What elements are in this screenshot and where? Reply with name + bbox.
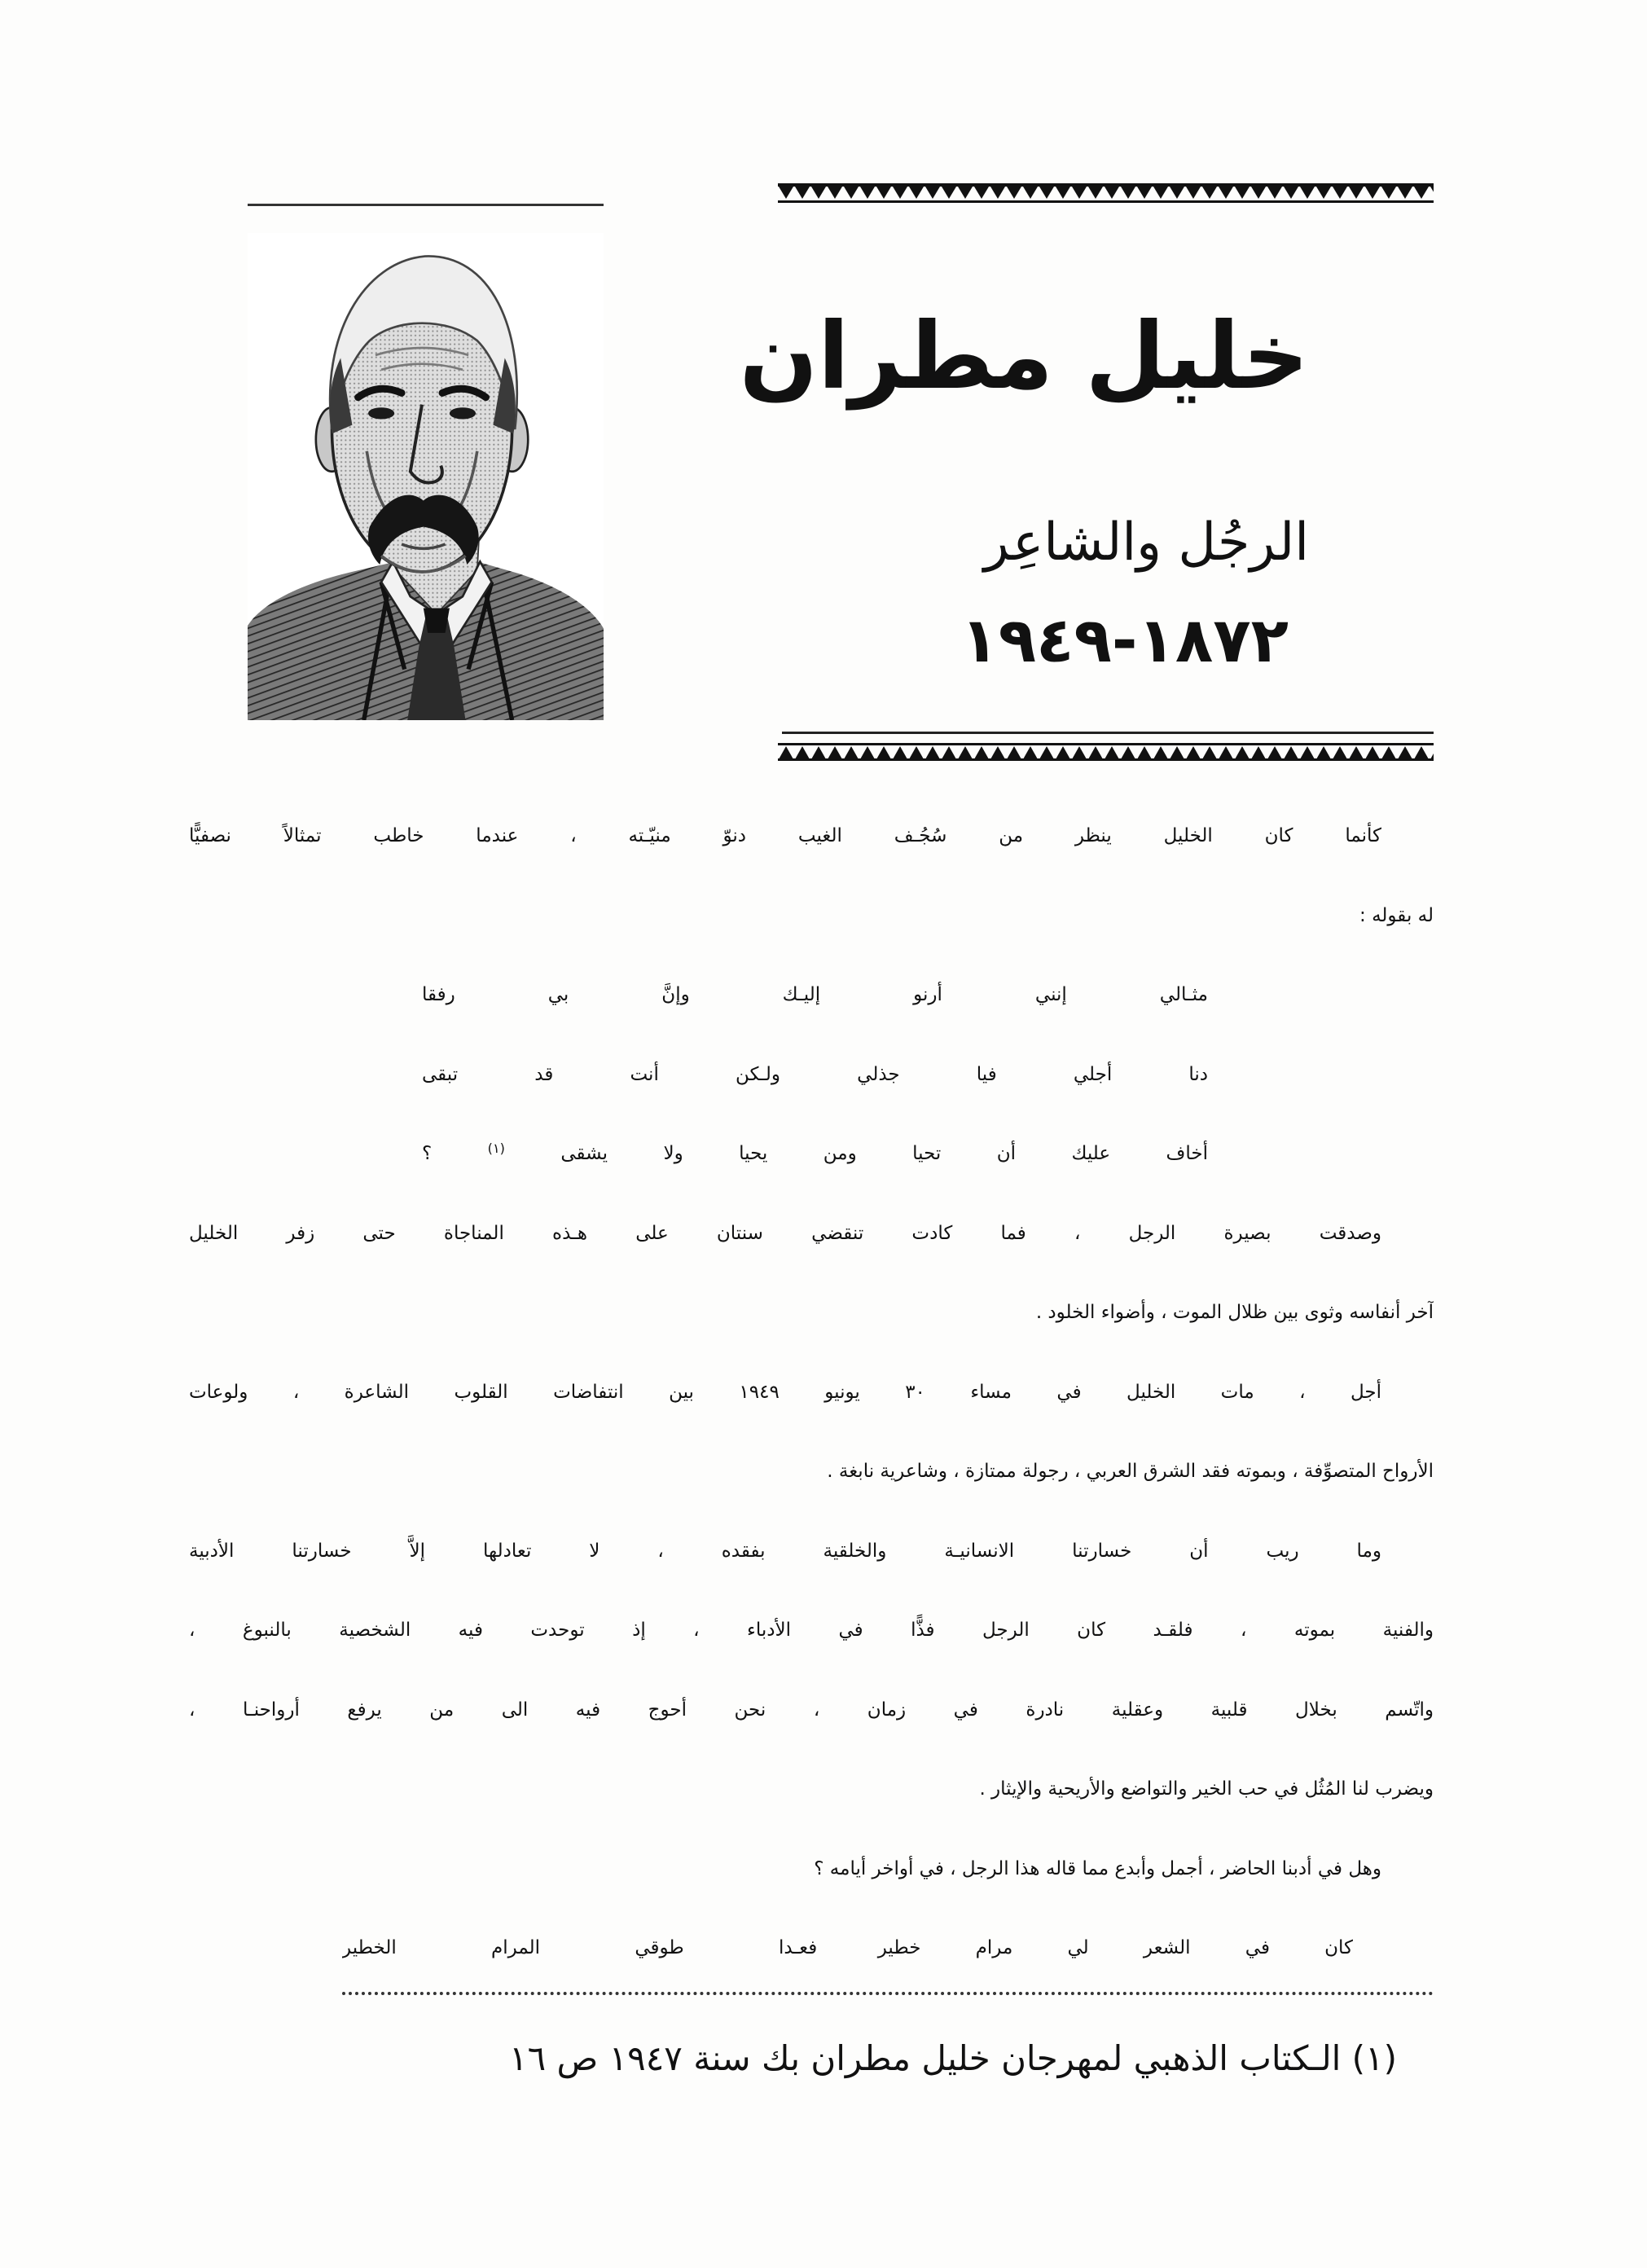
page-title: خليل مطران bbox=[739, 302, 1309, 410]
portrait-eye-right bbox=[450, 407, 476, 419]
footnote-reference: (١) bbox=[487, 1140, 505, 1156]
body-line: والفنية بموته ، فلقـد كان الرجل فذًّا في الأدباء ، إذ توحدت فيه الشخصية بالنبوغ ، bbox=[189, 1620, 1434, 1641]
body-line: له بقوله : bbox=[1359, 904, 1434, 926]
verse-hemistich-first: كان في الشعر لي مرام خطير bbox=[877, 1937, 1353, 1958]
portrait-eye-left bbox=[368, 407, 394, 419]
body-line: ويضرب لنا المُثُل في حب الخير والتواضع والأريحية والإيثار . bbox=[979, 1778, 1434, 1800]
body-line: وصدقت بصيرة الرجل ، فما كادت تنقضي سنتان على هـذه المناجاة حتى زفر الخليل bbox=[189, 1222, 1381, 1244]
body-line: وما ريب أن خسارتنا الانسانيـة والخلقية بفقده ، لا تعادلها إلاَّ خسارتنا الأدبية bbox=[189, 1540, 1381, 1562]
ornamental-border-top bbox=[778, 181, 1434, 205]
ornament-band bbox=[778, 741, 1434, 763]
verse-line bbox=[422, 1114, 1208, 1194]
portrait-photo bbox=[248, 233, 604, 720]
verse-line: مثـالي إنني أرنو إليـك وإنَّ بي رفقا bbox=[422, 984, 1208, 1005]
verse-line bbox=[342, 1909, 1353, 1989]
body-line: واتّسم بخلال قلبية وعقلية نادرة في زمان ، نحن أحوج فيه الى من يرفع أرواحنـا ، bbox=[189, 1699, 1434, 1721]
page-subtitle: الرجُل والشاعِر bbox=[983, 512, 1309, 573]
verse-hemistich-second: فعـدا طوقي المرام الخطير bbox=[342, 1937, 818, 1958]
portrait-tie-knot bbox=[424, 609, 450, 633]
body-line: الأرواح المتصوِّفة ، وبموته فقد الشرق العربي ، رجولة ممتازة ، وشاعرية نابغة . bbox=[827, 1461, 1434, 1482]
ornamental-border-bottom bbox=[778, 741, 1434, 763]
footnote-separator bbox=[342, 1992, 1434, 1995]
portrait-top-rule bbox=[248, 204, 604, 206]
lifespan-years: ١٨٧٢-١٩٤٩ bbox=[960, 604, 1289, 676]
article-body bbox=[189, 797, 1434, 1989]
ornament-band bbox=[778, 181, 1434, 205]
header-rule bbox=[782, 732, 1434, 734]
verse-punctuation: ؟ bbox=[422, 1143, 433, 1164]
body-line: كأنما كان الخليل ينظر من سُجُـف الغيب دنوّ منيّـته ، عندما خاطب تمثالاً نصفيًّا bbox=[189, 825, 1381, 846]
footnote: (١) الـكتاب الذهبي لمهرجان خليل مطران بك سنة ١٩٤٧ ص ١٦ bbox=[509, 2038, 1397, 2078]
verse-line: دنا أجلي فيا جذلي ولـكن أنت قد تبقى bbox=[422, 1063, 1208, 1085]
body-line: آخر أنفاسه وثوى بين ظلال الموت ، وأضواء الخلود . bbox=[1035, 1302, 1434, 1323]
verse-text: أخاف عليك أن تحيا ومن يحيا ولا يشقى bbox=[560, 1143, 1208, 1164]
body-line: وهل في أدبنا الحاضر ، أجمل وأبدع مما قاله هذا الرجل ، في أواخر أيامه ؟ bbox=[814, 1857, 1381, 1879]
body-line: أجل ، مات الخليل في مساء ٣٠ يونيو ١٩٤٩ بين انتفاضات القلوب الشاعرة ، ولوعات bbox=[189, 1381, 1381, 1403]
